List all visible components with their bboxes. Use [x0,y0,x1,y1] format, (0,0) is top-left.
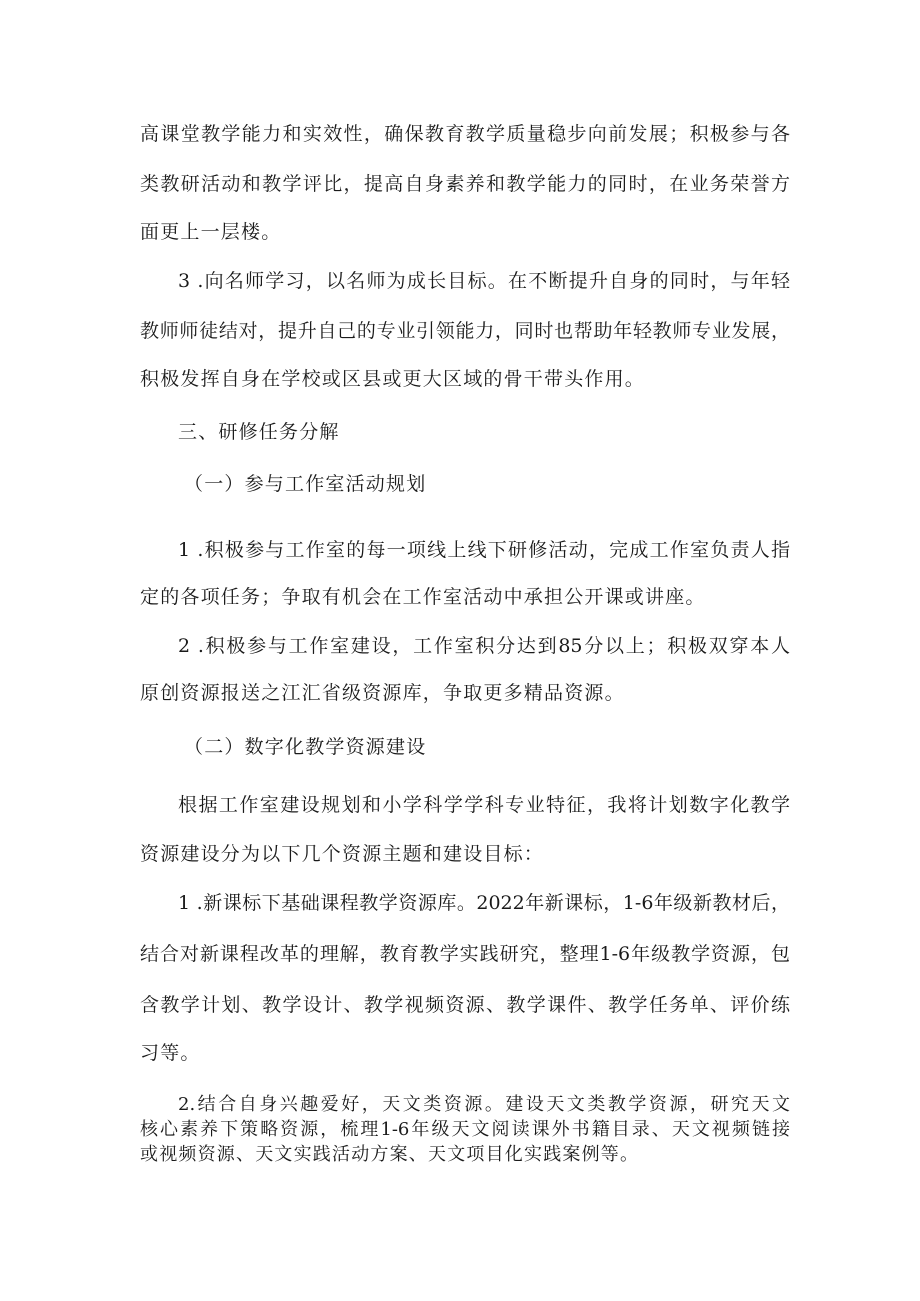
paragraph-line: 习等。 [140,1042,201,1064]
subsection-heading: （二）数字化教学资源建设 [184,736,427,758]
paragraph-line: 结合对新课程改革的理解，教育教学实践研究，整理1-6年级教学资源，包 [140,943,790,965]
paragraph-line: 核心素养下策略资源，梳理1-6年级天文阅读课外书籍目录、天文视频链接 [140,1119,790,1140]
paragraph-line: 资源建设分为以下几个资源主题和建设目标： [140,843,545,865]
paragraph-line: 3 .向名师学习，以名师为成长目标。在不断提升自身的同时，与年轻 [178,270,790,292]
paragraph-line: 高课堂教学能力和实效性，确保教育教学质量稳步向前发展；积极参与各 [140,123,790,145]
paragraph-line: 原创资源报送之江汇省级资源库，争取更多精品资源。 [140,682,625,704]
paragraph-line: 2.结合自身兴趣爱好，天文类资源。建设天文类教学资源，研究天文 [178,1094,790,1115]
paragraph-line: 类教研活动和教学评比，提高自身素养和教学能力的同时，在业务荣誉方 [140,173,790,195]
paragraph-line: 或视频资源、天文实践活动方案、天文项目化实践案例等。 [140,1144,640,1165]
paragraph-line: 教师师徒结对，提升自己的专业引领能力，同时也帮助年轻教师专业发展， [140,320,790,342]
paragraph-line: 2 .积极参与工作室建设，工作室积分达到85分以上；积极双穿本人 [178,635,790,657]
paragraph-line: 1 .新课标下基础课程教学资源库。2022年新课标，1-6年级新教材后， [178,892,790,914]
section-heading: 三、研修任务分解 [178,421,340,443]
paragraph-line: 根据工作室建设规划和小学科学学科专业特征，我将计划数字化教学 [178,794,790,816]
paragraph-line: 定的各项任务；争取有机会在工作室活动中承担公开课或讲座。 [140,586,706,608]
paragraph-line: 1 .积极参与工作室的每一项线上线下研修活动，完成工作室负责人指 [178,539,790,561]
subsection-heading: （一）参与工作室活动规划 [184,473,427,495]
paragraph-line: 面更上一层楼。 [140,221,282,243]
paragraph-line: 含教学计划、教学设计、教学视频资源、教学课件、教学任务单、评价练 [140,994,790,1016]
paragraph-line: 积极发挥自身在学校或区县或更大区域的骨干带头作用。 [140,368,646,390]
